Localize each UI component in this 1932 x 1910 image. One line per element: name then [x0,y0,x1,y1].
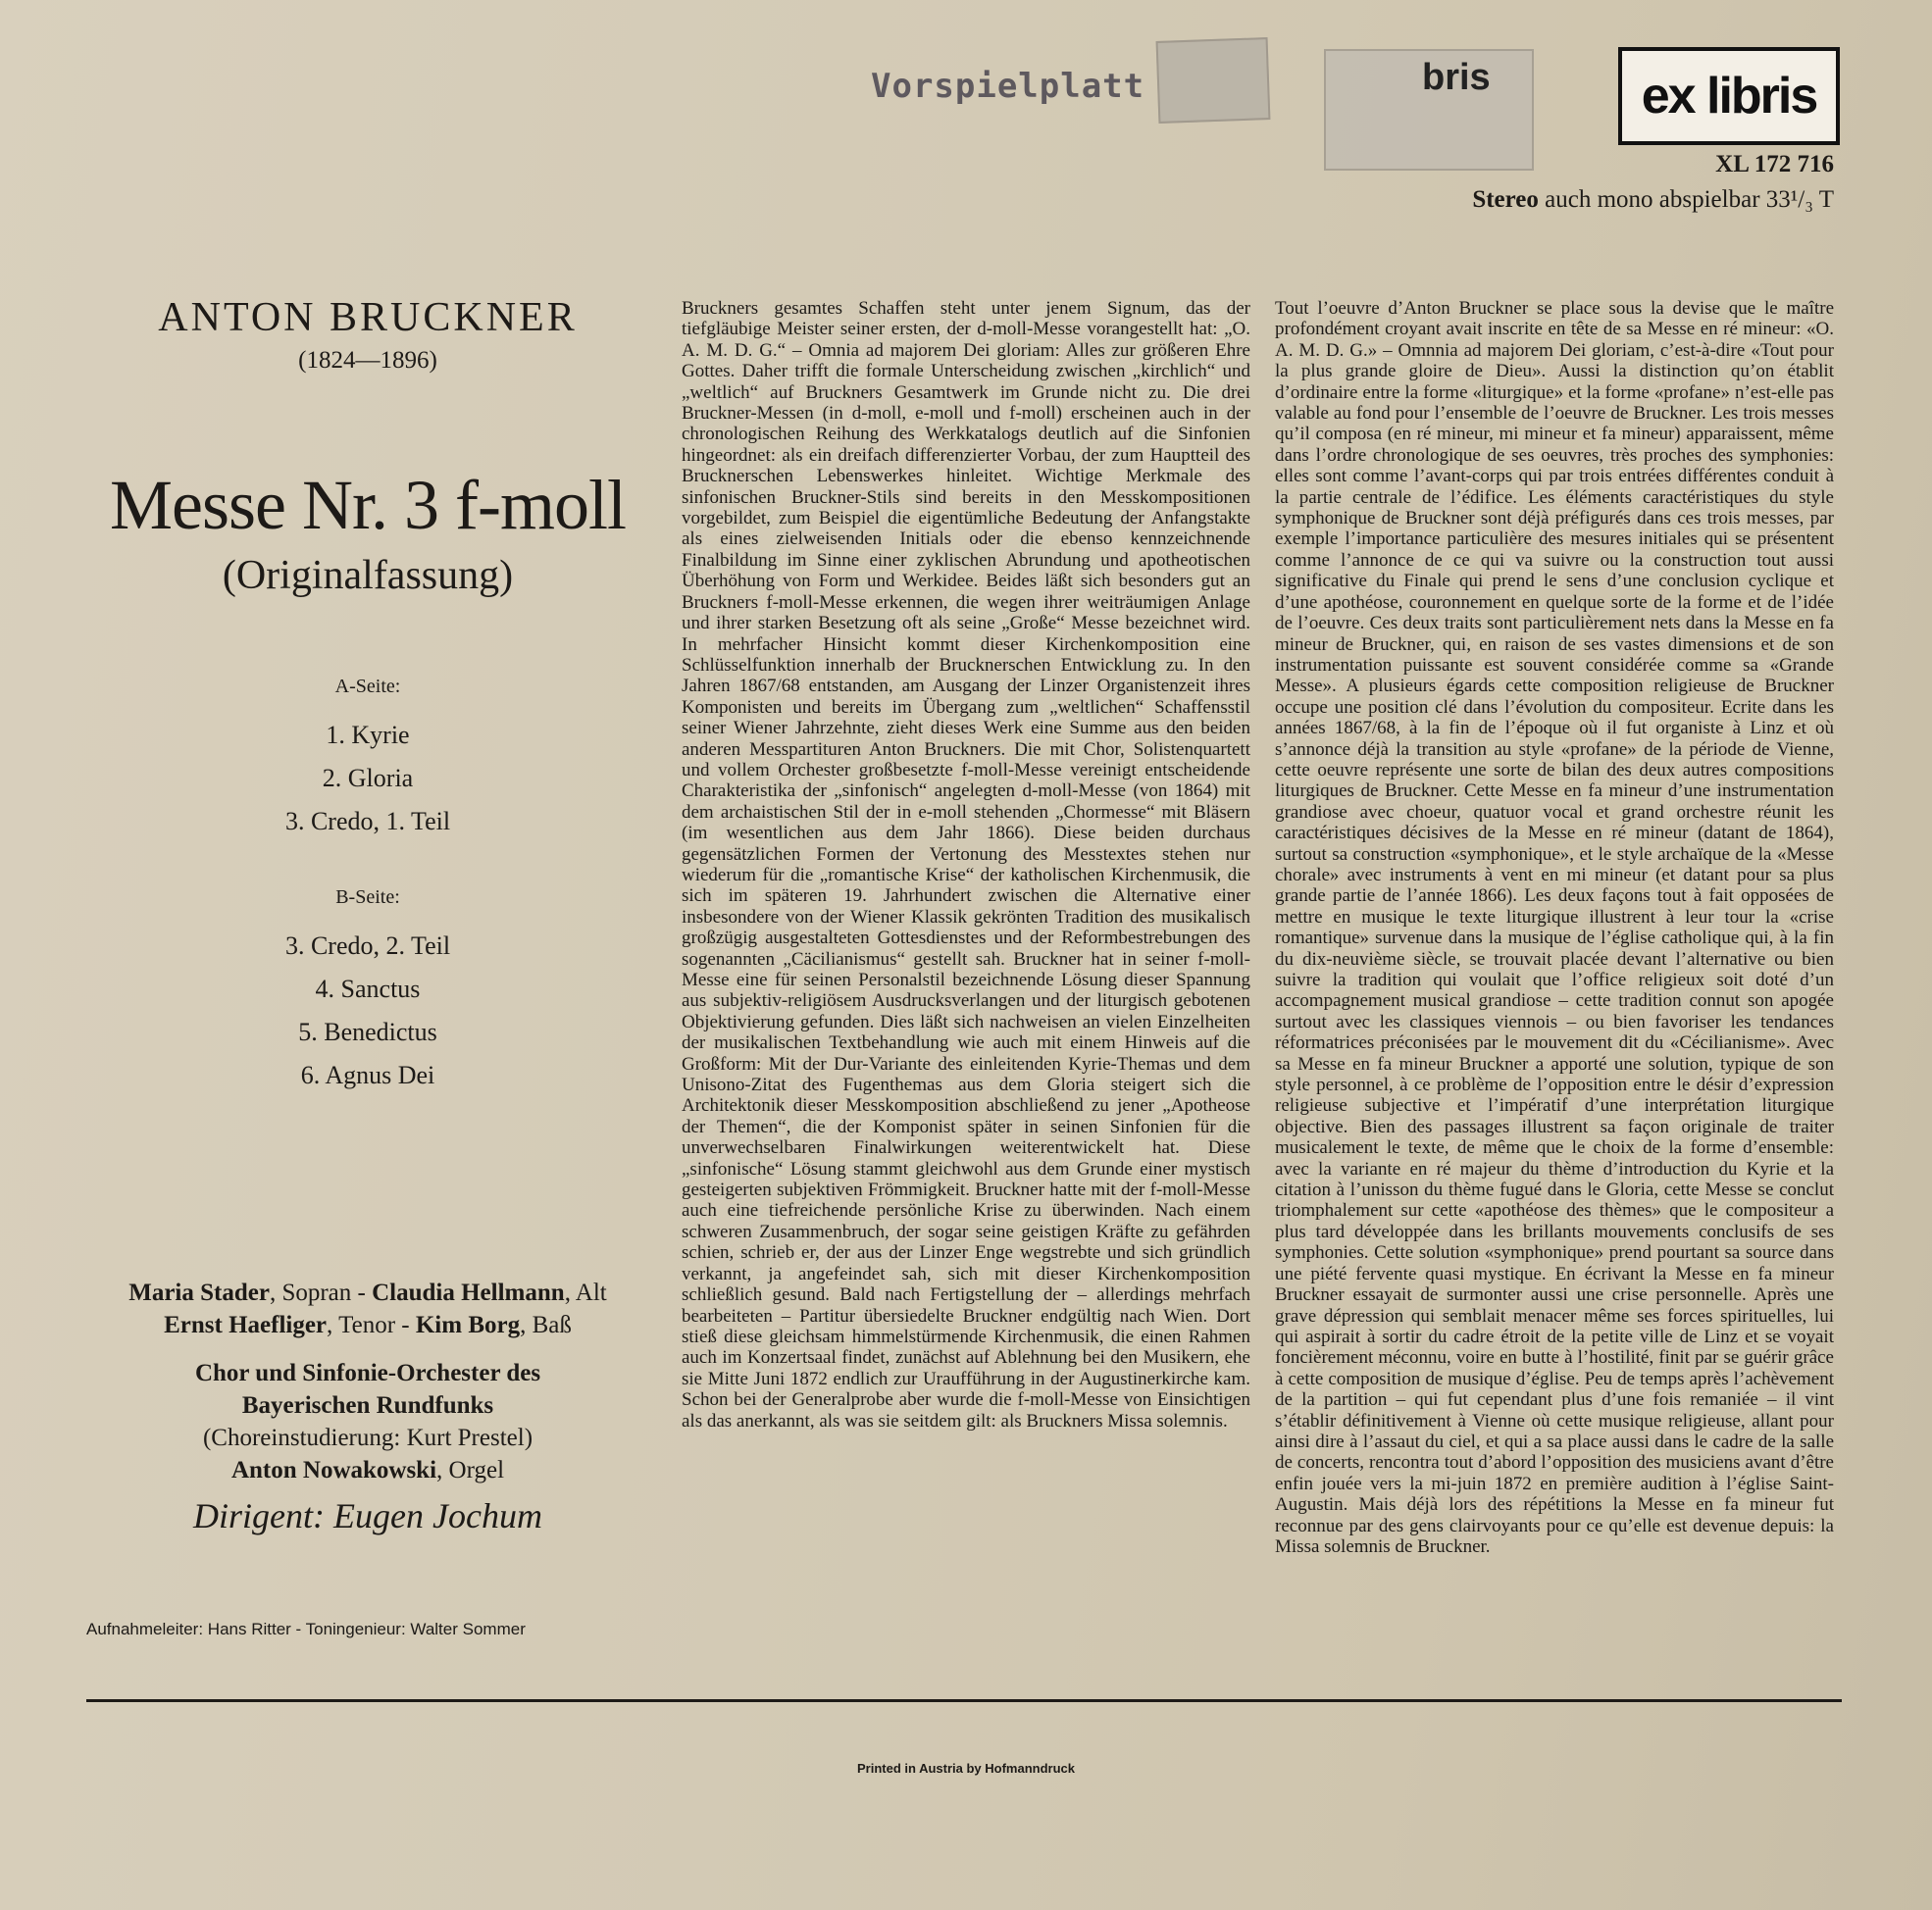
work-info [78,294,657,1097]
track-item: 2. Gloria [322,764,414,792]
liner-notes-french: Tout l’oeuvre d’Anton Bruckner se place sous la devise que le maître profondément croyant avait inscrite en tête de sa Messe en ré mineur: «O. A. M. D. G.» – Omnnia ad majorem Dei gloriam, c’est-à-dire «Tout pour la plus grande gloire de Dieu». Aussi la distinction qu’on établit d’ordinaire entre la forme «liturgique» et la forme «profane» n’est-elle pas valable au fond pour l’ensemble de l’oeuvre de Bruckner. Les trois messes qu’il composa (en ré mineur, mi mineur et fa mineur) apparaissent, même dans l’ordre chronologique de ses oeuvres, très proches des symphonies: elles sont comme l’avant-corps qui par trois entrées différentes conduit à la partie centrale de l’édifice. Les éléments caractéristiques du style symphonique de Bruckner sont déjà préfigurés dans ces trois messes, par exemple l’importance particulière des mesures initiales qui se présentent comme l’annonce de ce qui va suivre ou la construction tout aussi significative du Finale qui prend le sens d’une conclusion cyclique et d’une apothéose, couronnement en quelque sorte de la forme et de l’idée de l’oeuvre. Ces deux traits sont particulièrement nets dans la Messe en fa mineur de Bruckner, qui, en raison de ses vastes dimensions et de son instrumentation puissante est souvent considérée comme sa «Grande Messe». A plusieurs égards cette composition religieuse de Bruckner occupe une position clé dans l’évolution du compositeur. Ecrite dans les années 1867/68, à la fin de l’époque où il fut organiste à Linz et où s’annonce déjà la transition au style «profane» de la période de Vienne, cette oeuvre représente une sorte de bilan des deux autres compositions liturgiques de Bruckner. Cette Messe en fa mineur d’une instrumentation grandiose avec choeur, quatuor vocal et grand orchestre réunit les caractéristiques décisives de la Messe en ré mineur (datant de 1864), surtout sa construction «symphonique», et le style archaïque de la «Messe chorale» avec instruments à vent en mi mineur (et datant pour sa plus grande partie de l’année 1866). Les deux façons tout à fait opposées de mettre en musique le texte liturgique illustrent à leur tour la «crise romantique» survenue dans la musique de l’église catholique qui, à la fin du dix-neuvième siècle, se trouvait placée devant l’alternative ou bien suivre la tradition qui voulait que l’office religieux soit doté d’un accompagnement musical grandiose – cette tradition connut son apogée surtout avec les classiques viennois – ou bien favoriser les tendances réformatrices préconisées par le mouvement dit du «Cécilianisme». Avec sa Messe en fa mineur Bruckner a apporté une solution, typique de son style personnel, à ce problème de l’opposition entre le désir d’expression religieuse subjective et l’impératif d’une interprétation liturgique objective. Bien des passages illustrent sa façon originale de traiter musicalement le texte, de même que le choix de la forme d’ensemble: avec la variante en ré majeur du thème d’introduction du Kyrie et la citation à l’unisson du thème fugué dans le Gloria, cette Messe se conclut triomphalement sur cette «apothéose des thèmes» que le compositeur a plus tard développée dans les brillants mouvements conclusifs de ses symphonies. Cette solution «symphonique» prend pourtant sa source dans une piété fervente quasi mystique. En écrivant la Messe en fa mineur Bruckner essayait de surmonter aussi une crise personnelle. Après une grave dépression qui semblait menacer même ses forces spirituelles, lui qui aspirait à sortir du cadre étroit de la petite ville de Linz et se voyait foncièrement méconnu, voire en butte à l’hostilité, finit par se guérir grâce à cette composition de musique d’église. Peu de temps après l’achèvement de la partition – qui fut cependant plus d’une fois remaniée – il vint s’établir définitivement à Vienne où cette musique religieuse, allant pour ainsi dire à l’assaut du ciel, et qui a sa place aussi dans le cadre de la salle de concerts, rencontra tout d’abord l’opposition des musiciens avant d’être enfin jouée vers la mi-juin 1872 en première audition à l’église Saint-Augustin. Mais déjà lors des répétitions la Messe en fa mineur fut reconnue par des gens clairvoyants pour ce qu’elle est devenue depuis: la Missa solemnis de Bruckner. [1275,298,1834,1557]
track-item: 5. Benedictus [298,1018,437,1046]
playback-info [1472,186,1834,214]
work-subtitle: (Originalfassung) [222,553,514,598]
demo-stamp: Vorspielplatt [871,67,1145,106]
soloist-role: , Tenor - [327,1312,416,1338]
composer-name: ANTON BRUCKNER [158,295,578,340]
soloist-name: Claudia Hellmann [372,1280,565,1306]
track-item: 3. Credo, 2. Teil [284,931,451,960]
organist [78,1454,657,1486]
track-item: 1. Kyrie [326,721,410,749]
recording-credits: Aufnahmeleiter: Hans Ritter - Toningenieur: Walter Sommer [86,1620,526,1638]
orchestra [78,1357,657,1486]
side-b-tracklist [78,925,657,1097]
side-b-label: B-Seite: [335,886,400,908]
soloist-role: , Sopran - [269,1280,373,1306]
performers [78,1277,657,1533]
organist-name: Anton Nowakowski [230,1457,437,1483]
stereo-label: Stereo [1472,186,1539,213]
ex-libris-logo: ex libris [1618,47,1840,145]
orchestra-line: Chor und Sinfonie-Orchester des [194,1360,541,1386]
track-item: 6. Agnus Dei [300,1061,435,1089]
conductor: Dirigent: Eugen Jochum [193,1496,542,1535]
liner-notes-german: Bruckners gesamtes Schaffen steht unter jenem Signum, das der tiefgläubige Meister seiner ersten, der d-moll-Messe vorangestellt hat: „O. A. M. D. G.“ – Omnia ad majorem Dei gloriam: Alles zur größeren Ehre Gottes. Daher trifft die formale Unterscheidung zwischen „kirchlich“ und „weltlich“ auf Bruckners Gesamtwerk im Grunde nicht zu. Die drei Bruckner-Messen (in d-moll, e-moll und f-moll) erscheinen auch in der chronologischen Reihung des Werkkatalogs deutlich auf die Sinfonien hingeordnet: als ein dreifach differenzierter Vorbau, der zum Hauptteil des Brucknerschen Lebenswerkes hinleitet. Wichtige Merkmale des sinfonischen Bruckner-Stils sind bereits in den Messkompositionen vorgebildet, zum Beispiel die eigentümliche Bedeutung der Anfangstakte als eines zielweisenden Initials oder die ebenso kennzeichnende Finalbildung im Sinne einer zyklischen Abrundung und apotheotischen Überhöhung von Form und Werkidee. Beides läßt sich besonders gut an Bruckners f-moll-Messe erkennen, die wegen ihrer weiträumigen Anlage und ihrer starken Besetzung oft als seine „Große“ Messe bezeichnet wird. In mehrfacher Hinsicht kommt dieser Kirchenkomposition eine Schlüsselfunktion innerhalb der Brucknerschen Entwicklung zu. In den Jahren 1867/68 entstanden, am Ausgang der Linzer Organistenzeit ihres Komponisten und bereits im Übergang zum „weltlichen“ Schaffensstil seiner Wiener Jahrzehnte, zieht dieses Werk eine Summe aus den beiden anderen Messpartituren Anton Bruckners. Die mit Chor, Solistenquartett und vollem Orchester großbesetzte f-moll-Messe vereinigt entscheidende Charakteristika der „sinfonisch“ angelegten d-moll-Messe (von 1864) mit dem archaistischen Stil der in e-moll stehenden „Chormesse“ mit Bläsern (im wesentlichen aus dem Jahr 1866). Diese beiden durchaus gegensätzlichen Formen der Vertonung des Messtextes stehen nur wiederum für die „romantische Krise“ der katholischen Kirchenmusik, die sich im späteren 19. Jahrhundert zwischen die Alternative einer insbesondere von der Wiener Klassik gekrönten Tradition des musikalisch großzügig ausgestalteten Gottesdienstes und der Reformbestrebungen des sogenannten „Cäcilianismus“ gestellt sah. Bruckner hat in seiner f-moll-Messe eine für seinen Personalstil bezeichnende Lösung dieser Spannung aus subjektiv-religiösem Ausdrucksverlangen und der liturgisch gebotenen Objektivierung gefunden. Dies läßt sich nachweisen an vielen Einzelheiten der musikalischen Textbehandlung wie auch mit einem Hinweis auf die Großform: Mit der Dur-Variante des einleitenden Kyrie-Themas und dem Unisono-Zitat des Fugenthemas aus dem Gloria steigert sich die Architektonik dieser Messkomposition abschließend zu jener „Apotheose der Themen“, die der Komponist später in seinen Sinfonien für die unverwechselbaren Finalwirkungen weiterentwickelt hat. Diese „sinfonische“ Lösung stammt gleichwohl aus dem Grunde einer mystisch gesteigerten subjektiven Frömmigkeit. Bruckner hatte mit der f-moll-Messe auch eine tiefreichende persönliche Krise zu überwinden. Nach einem schweren Zusammenbruch, der sogar seine geistigen Kräfte zu gefährden schien, schrieb er, der aus der Linzer Enge wegstrebte und sich gründlich verkannt, ja angefeindet sah, sich mit dieser Kirchenkomposition schließlich gesund. Bald nach Fertigstellung der – allerdings mehrfach bearbeiteten – Partitur übersiedelte Bruckner endgültig nach Wien. Dort stieß diese gleichsam himmelstürmende Kirchenmusik, die einen Rahmen auch im Konzertsaal findet, zunächst auf Ablehnung bei den Musikern, ehe sie Mitte Juni 1872 endlich zur Uraufführung in der Augustinerkirche kam. Schon bei der Generalprobe aber wurde die f-moll-Messe von Einsichtigen als das anerkannt, als was sie seitdem gilt: als Bruckners Missa solemnis. [682,298,1250,1432]
soloist-name: Kim Borg [415,1312,521,1338]
printer-note: Printed in Austria by Hofmanndruck [857,1761,1075,1776]
orchestra-line: Bayerischen Rundfunks [241,1392,494,1419]
soloist-role: , Alt [564,1280,607,1306]
divider [86,1699,1842,1702]
organist-role: , Orgel [436,1457,505,1483]
track-item: 3. Credo, 1. Teil [284,807,451,835]
torn-label-text: bris [1422,57,1491,98]
track-item: 4. Sanctus [315,975,421,1003]
soloists-line-1 [78,1277,657,1309]
soloist-name: Ernst Haefliger [164,1312,328,1338]
catalog-number: XL 172 716 [1715,151,1834,177]
work-title: Messe Nr. 3 f-moll [110,466,626,544]
tape-remnant [1156,37,1271,124]
chorus-master: (Choreinstudierung: Kurt Prestel) [202,1425,534,1451]
soloists-line-2 [78,1309,657,1341]
soloist-role: , Baß [520,1312,572,1338]
side-a-tracklist [78,714,657,843]
soloist-name: Maria Stader [128,1280,270,1306]
playback-details: auch mono abspielbar 33¹/₃ T [1538,186,1834,213]
side-a-label: A-Seite: [334,676,401,697]
composer-years: (1824—1896) [298,347,437,374]
